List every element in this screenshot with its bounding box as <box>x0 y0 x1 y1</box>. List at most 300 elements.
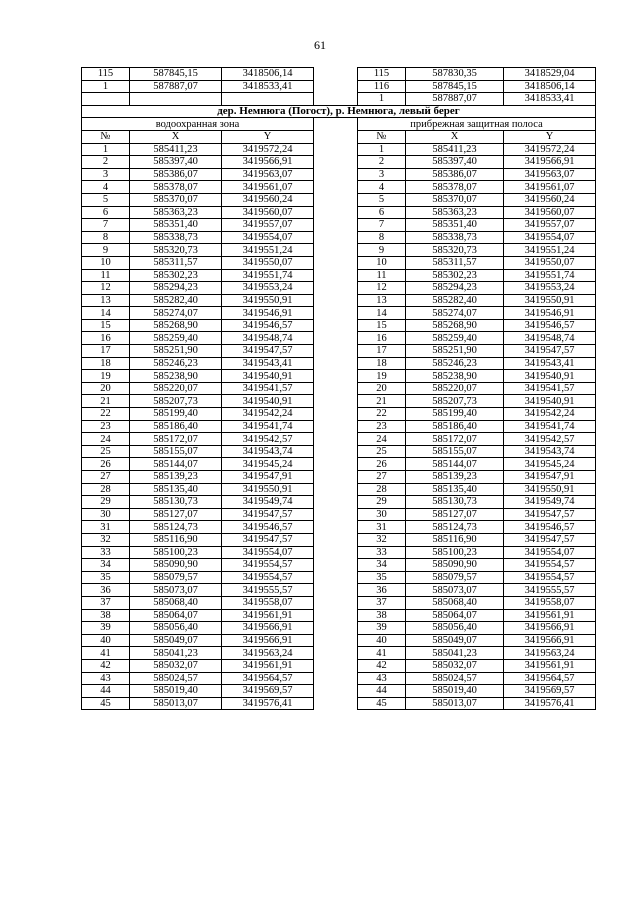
point-number-cell <box>82 93 130 106</box>
point-number-cell: 32 <box>358 533 406 546</box>
table-row <box>82 533 596 546</box>
point-number-cell: 21 <box>82 395 130 408</box>
point-number-cell: 24 <box>82 433 130 446</box>
x-header: X <box>406 130 504 143</box>
point-number-cell: 32 <box>82 533 130 546</box>
y-coordinate-cell: 3419541,57 <box>222 382 314 395</box>
column-gap <box>314 685 358 698</box>
table-row <box>82 382 596 395</box>
point-number-cell: 115 <box>82 68 130 81</box>
column-gap <box>314 206 358 219</box>
x-coordinate-cell: 585207,73 <box>130 395 222 408</box>
point-number-cell: 20 <box>358 382 406 395</box>
x-coordinate-cell: 585311,57 <box>406 256 504 269</box>
y-coordinate-cell: 3419566,91 <box>504 622 596 635</box>
table-row <box>82 521 596 534</box>
y-coordinate-cell: 3419541,74 <box>222 420 314 433</box>
column-gap <box>314 647 358 660</box>
y-coordinate-cell: 3419554,07 <box>504 231 596 244</box>
column-gap <box>314 596 358 609</box>
y-coordinate-cell: 3419553,24 <box>504 282 596 295</box>
table-row <box>82 697 596 710</box>
column-gap <box>314 458 358 471</box>
x-coordinate-cell: 585282,40 <box>406 294 504 307</box>
y-coordinate-cell: 3419542,24 <box>222 408 314 421</box>
x-coordinate-cell: 585090,90 <box>130 559 222 572</box>
x-coordinate-cell: 587845,15 <box>406 80 504 93</box>
table-row <box>82 395 596 408</box>
table-row <box>82 168 596 181</box>
column-gap <box>314 332 358 345</box>
column-gap <box>314 533 358 546</box>
y-coordinate-cell: 3419546,57 <box>222 319 314 332</box>
column-gap <box>314 571 358 584</box>
y-coordinate-cell: 3419543,41 <box>222 357 314 370</box>
x-coordinate-cell: 585135,40 <box>130 483 222 496</box>
point-number-cell: 15 <box>82 319 130 332</box>
point-number-cell: 11 <box>358 269 406 282</box>
table-row <box>82 685 596 698</box>
y-coordinate-cell: 3419569,57 <box>222 685 314 698</box>
coordinates-table <box>81 67 596 710</box>
y-coordinate-cell: 3419548,74 <box>504 332 596 345</box>
x-coordinate-cell: 585397,40 <box>406 156 504 169</box>
y-coordinate-cell: 3419550,07 <box>504 256 596 269</box>
y-coordinate-cell: 3419543,41 <box>504 357 596 370</box>
column-gap <box>314 471 358 484</box>
y-coordinate-cell: 3419545,24 <box>504 458 596 471</box>
point-number-cell: 2 <box>358 156 406 169</box>
x-coordinate-cell: 585144,07 <box>130 458 222 471</box>
y-coordinate-cell: 3418506,14 <box>222 68 314 81</box>
column-gap <box>314 408 358 421</box>
x-coordinate-cell: 585049,07 <box>406 634 504 647</box>
x-coordinate-cell: 585411,23 <box>130 143 222 156</box>
x-coordinate-cell: 585363,23 <box>406 206 504 219</box>
column-gap <box>314 269 358 282</box>
y-coordinate-cell: 3419540,91 <box>504 370 596 383</box>
x-coordinate-cell: 585032,07 <box>130 659 222 672</box>
column-gap <box>314 697 358 710</box>
y-coordinate-cell: 3419546,57 <box>504 521 596 534</box>
point-number-cell: 33 <box>82 546 130 559</box>
y-coordinate-cell: 3419564,57 <box>222 672 314 685</box>
y-coordinate-cell: 3419550,07 <box>222 256 314 269</box>
column-gap <box>314 433 358 446</box>
point-number-cell: 27 <box>82 471 130 484</box>
y-coordinate-cell: 3419554,57 <box>504 559 596 572</box>
point-number-cell: 16 <box>82 332 130 345</box>
column-gap <box>314 156 358 169</box>
x-coordinate-cell: 585127,07 <box>406 508 504 521</box>
x-coordinate-cell: 585172,07 <box>130 433 222 446</box>
point-number-cell: 1 <box>358 143 406 156</box>
y-coordinate-cell: 3419557,07 <box>222 219 314 232</box>
x-coordinate-cell: 585238,90 <box>130 370 222 383</box>
table-row <box>82 445 596 458</box>
column-gap <box>314 672 358 685</box>
y-coordinate-cell: 3419563,07 <box>504 168 596 181</box>
section-title-row <box>82 105 596 118</box>
point-number-cell: 44 <box>358 685 406 698</box>
column-gap <box>314 68 358 81</box>
column-gap <box>314 382 358 395</box>
y-coordinate-cell: 3419561,07 <box>222 181 314 194</box>
y-coordinate-cell: 3419542,24 <box>504 408 596 421</box>
point-number-cell: 12 <box>82 282 130 295</box>
x-coordinate-cell: 585302,23 <box>406 269 504 282</box>
point-number-cell: 12 <box>358 282 406 295</box>
y-coordinate-cell: 3419572,24 <box>222 143 314 156</box>
x-coordinate-cell: 587887,07 <box>406 93 504 106</box>
point-number-cell: 1 <box>82 80 130 93</box>
table-row <box>82 672 596 685</box>
point-number-cell: 27 <box>358 471 406 484</box>
point-number-cell: 5 <box>82 193 130 206</box>
x-coordinate-cell: 585090,90 <box>406 559 504 572</box>
point-number-cell: 25 <box>82 445 130 458</box>
table-row <box>82 596 596 609</box>
x-coordinate-cell: 585246,23 <box>406 357 504 370</box>
column-gap <box>314 634 358 647</box>
point-number-cell: 8 <box>82 231 130 244</box>
point-number-cell: 1 <box>82 143 130 156</box>
y-coordinate-cell: 3419543,74 <box>222 445 314 458</box>
table-row <box>82 357 596 370</box>
y-coordinate-cell: 3419555,57 <box>222 584 314 597</box>
point-number-cell: 13 <box>358 294 406 307</box>
column-gap <box>314 445 358 458</box>
x-coordinate-cell: 585116,90 <box>130 533 222 546</box>
x-coordinate-cell: 585363,23 <box>130 206 222 219</box>
point-number-cell: 14 <box>82 307 130 320</box>
y-coordinate-cell: 3419554,07 <box>504 546 596 559</box>
y-coordinate-cell: 3419550,91 <box>504 294 596 307</box>
column-gap <box>314 130 358 143</box>
column-gap <box>314 584 358 597</box>
x-coordinate-cell: 585268,90 <box>406 319 504 332</box>
x-coordinate-cell: 585100,23 <box>130 546 222 559</box>
y-coordinate-cell: 3419542,57 <box>504 433 596 446</box>
y-coordinate-cell: 3419561,07 <box>504 181 596 194</box>
x-coordinate-cell: 587830,35 <box>406 68 504 81</box>
point-number-cell: 30 <box>358 508 406 521</box>
point-number-cell: 18 <box>82 357 130 370</box>
continuation-row <box>82 68 596 81</box>
y-coordinate-cell: 3419549,74 <box>504 496 596 509</box>
table-row <box>82 659 596 672</box>
column-gap <box>314 370 358 383</box>
coordinates-table-body <box>82 68 596 710</box>
y-coordinate-cell: 3419566,91 <box>504 156 596 169</box>
y-coordinate-cell: 3419561,91 <box>504 659 596 672</box>
table-row <box>82 458 596 471</box>
point-number-cell: 18 <box>358 357 406 370</box>
column-gap <box>314 181 358 194</box>
column-gap <box>314 521 358 534</box>
point-number-cell: 43 <box>358 672 406 685</box>
x-coordinate-cell: 585079,57 <box>130 571 222 584</box>
point-number-cell: 4 <box>358 181 406 194</box>
y-coordinate-cell: 3419540,91 <box>222 370 314 383</box>
x-coordinate-cell: 585386,07 <box>406 168 504 181</box>
table-row <box>82 609 596 622</box>
x-coordinate-cell: 585397,40 <box>130 156 222 169</box>
point-number-cell: 38 <box>82 609 130 622</box>
point-number-cell: 21 <box>358 395 406 408</box>
point-number-cell: 29 <box>82 496 130 509</box>
x-coordinate-cell: 585041,23 <box>130 647 222 660</box>
y-coordinate-cell: 3419547,57 <box>222 508 314 521</box>
y-coordinate-cell: 3419546,57 <box>222 521 314 534</box>
x-coordinate-cell: 585019,40 <box>130 685 222 698</box>
table-row <box>82 193 596 206</box>
point-number-cell: 39 <box>82 622 130 635</box>
table-row <box>82 471 596 484</box>
column-gap <box>314 609 358 622</box>
table-row <box>82 244 596 257</box>
y-coordinate-cell: 3419547,57 <box>504 508 596 521</box>
point-number-cell: 25 <box>358 445 406 458</box>
x-coordinate-cell: 585259,40 <box>130 332 222 345</box>
point-number-cell: 35 <box>82 571 130 584</box>
x-coordinate-cell: 585155,07 <box>406 445 504 458</box>
y-coordinate-cell: 3419553,24 <box>222 282 314 295</box>
column-gap <box>314 193 358 206</box>
y-coordinate-cell: 3419543,74 <box>504 445 596 458</box>
point-number-cell: 22 <box>358 408 406 421</box>
point-number-cell: 115 <box>358 68 406 81</box>
x-coordinate-cell: 585302,23 <box>130 269 222 282</box>
x-coordinate-cell: 585238,90 <box>406 370 504 383</box>
point-number-cell: 38 <box>358 609 406 622</box>
y-coordinate-cell: 3419566,91 <box>504 634 596 647</box>
table-row <box>82 181 596 194</box>
table-row <box>82 647 596 660</box>
point-number-cell: 4 <box>82 181 130 194</box>
x-coordinate-cell: 585351,40 <box>406 219 504 232</box>
point-number-cell: 9 <box>358 244 406 257</box>
x-coordinate-cell: 585124,73 <box>406 521 504 534</box>
x-coordinate-cell: 585199,40 <box>406 408 504 421</box>
x-coordinate-cell: 585068,40 <box>130 596 222 609</box>
point-number-cell: 36 <box>358 584 406 597</box>
point-number-cell: 22 <box>82 408 130 421</box>
y-coordinate-cell: 3419555,57 <box>504 584 596 597</box>
y-coordinate-cell: 3419554,07 <box>222 231 314 244</box>
y-coordinate-cell: 3419554,57 <box>504 571 596 584</box>
x-coordinate-cell: 585130,73 <box>130 496 222 509</box>
column-gap <box>314 231 358 244</box>
table-row <box>82 256 596 269</box>
column-gap <box>314 256 358 269</box>
x-coordinate-cell: 585282,40 <box>130 294 222 307</box>
x-coordinate-cell: 585073,07 <box>130 584 222 597</box>
y-coordinate-cell: 3418533,41 <box>222 80 314 93</box>
x-coordinate-cell: 587887,07 <box>130 80 222 93</box>
x-coordinate-cell: 585064,07 <box>406 609 504 622</box>
point-number-cell: 36 <box>82 584 130 597</box>
point-number-cell: 24 <box>358 433 406 446</box>
x-coordinate-cell: 585100,23 <box>406 546 504 559</box>
x-coordinate-cell: 585338,73 <box>130 231 222 244</box>
x-coordinate-cell: 585294,23 <box>130 282 222 295</box>
x-coordinate-cell: 585135,40 <box>406 483 504 496</box>
y-coordinate-cell: 3419569,57 <box>504 685 596 698</box>
table-row <box>82 231 596 244</box>
table-row <box>82 634 596 647</box>
y-coordinate-cell: 3419560,07 <box>222 206 314 219</box>
y-coordinate-cell: 3419549,74 <box>222 496 314 509</box>
y-coordinate-cell: 3419547,57 <box>222 533 314 546</box>
number-header: № <box>82 130 130 143</box>
point-number-cell: 23 <box>358 420 406 433</box>
table-row <box>82 370 596 383</box>
point-number-cell: 33 <box>358 546 406 559</box>
x-coordinate-cell: 585294,23 <box>406 282 504 295</box>
column-gap <box>314 496 358 509</box>
y-coordinate-cell: 3419566,91 <box>222 622 314 635</box>
y-coordinate-cell: 3419540,91 <box>222 395 314 408</box>
point-number-cell: 1 <box>358 93 406 106</box>
x-coordinate-cell: 585220,07 <box>406 382 504 395</box>
x-coordinate-cell: 585311,57 <box>130 256 222 269</box>
y-coordinate-cell: 3419563,24 <box>504 647 596 660</box>
x-coordinate-cell: 585013,07 <box>406 697 504 710</box>
x-coordinate-cell: 585246,23 <box>130 357 222 370</box>
table-row <box>82 206 596 219</box>
y-coordinate-cell: 3419554,57 <box>222 559 314 572</box>
x-coordinate-cell: 585127,07 <box>130 508 222 521</box>
table-row <box>82 420 596 433</box>
x-coordinate-cell: 585220,07 <box>130 382 222 395</box>
point-number-cell: 34 <box>82 559 130 572</box>
point-number-cell: 2 <box>82 156 130 169</box>
y-coordinate-cell: 3419576,41 <box>504 697 596 710</box>
point-number-cell: 9 <box>82 244 130 257</box>
x-coordinate-cell: 585378,07 <box>130 181 222 194</box>
page-number: 61 <box>314 38 326 52</box>
point-number-cell: 37 <box>82 596 130 609</box>
point-number-cell: 15 <box>358 319 406 332</box>
y-coordinate-cell: 3419560,07 <box>504 206 596 219</box>
x-coordinate-cell: 585068,40 <box>406 596 504 609</box>
point-number-cell: 17 <box>358 345 406 358</box>
table-row <box>82 559 596 572</box>
x-coordinate-cell: 585172,07 <box>406 433 504 446</box>
x-coordinate-cell: 585186,40 <box>406 420 504 433</box>
table-row <box>82 269 596 282</box>
y-coordinate-cell: 3419551,74 <box>222 269 314 282</box>
column-gap <box>314 80 358 93</box>
table-row <box>82 219 596 232</box>
y-coordinate-cell: 3419572,24 <box>504 143 596 156</box>
column-gap <box>314 395 358 408</box>
x-coordinate-cell: 585268,90 <box>130 319 222 332</box>
point-number-cell: 17 <box>82 345 130 358</box>
table-row <box>82 433 596 446</box>
water-protection-zone-title: водоохранная зона <box>82 118 314 131</box>
table-row <box>82 584 596 597</box>
column-gap <box>314 345 358 358</box>
table-row <box>82 408 596 421</box>
x-coordinate-cell: 585024,57 <box>130 672 222 685</box>
y-coordinate-cell: 3419545,24 <box>222 458 314 471</box>
section-title: дер. Немнюга (Погост), р. Немнюга, левый берег <box>82 105 596 118</box>
x-coordinate-cell: 585351,40 <box>130 219 222 232</box>
y-coordinate-cell: 3419563,07 <box>222 168 314 181</box>
y-coordinate-cell: 3418533,41 <box>504 93 596 106</box>
x-coordinate-cell: 585064,07 <box>130 609 222 622</box>
x-coordinate-cell: 585274,07 <box>406 307 504 320</box>
x-coordinate-cell: 585320,73 <box>130 244 222 257</box>
column-gap <box>314 622 358 635</box>
table-row <box>82 546 596 559</box>
column-gap <box>314 282 358 295</box>
x-coordinate-cell: 585144,07 <box>406 458 504 471</box>
column-gap <box>314 93 358 106</box>
column-gap <box>314 319 358 332</box>
continuation-row <box>82 80 596 93</box>
point-number-cell: 40 <box>82 634 130 647</box>
table-row <box>82 143 596 156</box>
y-coordinate-cell: 3419546,57 <box>504 319 596 332</box>
y-coordinate-cell: 3419558,07 <box>504 596 596 609</box>
table-row <box>82 496 596 509</box>
y-coordinate-cell: 3419546,91 <box>504 307 596 320</box>
x-coordinate-cell: 585079,57 <box>406 571 504 584</box>
coastal-protective-strip-title: прибрежная защитная полоса <box>358 118 596 131</box>
y-coordinate-cell: 3419554,07 <box>222 546 314 559</box>
column-gap <box>314 307 358 320</box>
continuation-row <box>82 93 596 106</box>
y-coordinate-cell: 3418506,14 <box>504 80 596 93</box>
y-coordinate-cell: 3419550,91 <box>504 483 596 496</box>
column-headers-row <box>82 130 596 143</box>
column-gap <box>314 357 358 370</box>
y-coordinate-cell: 3419557,07 <box>504 219 596 232</box>
x-coordinate-cell: 585370,07 <box>130 193 222 206</box>
x-coordinate-cell: 585320,73 <box>406 244 504 257</box>
x-coordinate-cell: 585155,07 <box>130 445 222 458</box>
x-coordinate-cell: 585338,73 <box>406 231 504 244</box>
column-gap <box>314 508 358 521</box>
point-number-cell: 5 <box>358 193 406 206</box>
table-row <box>82 282 596 295</box>
point-number-cell: 28 <box>82 483 130 496</box>
x-coordinate-cell: 585019,40 <box>406 685 504 698</box>
point-number-cell: 34 <box>358 559 406 572</box>
point-number-cell: 42 <box>82 659 130 672</box>
point-number-cell: 7 <box>358 219 406 232</box>
y-coordinate-cell: 3418529,04 <box>504 68 596 81</box>
x-coordinate-cell <box>130 93 222 106</box>
y-coordinate-cell: 3419560,24 <box>222 193 314 206</box>
x-header: X <box>130 130 222 143</box>
column-gap <box>314 559 358 572</box>
y-coordinate-cell: 3419566,91 <box>222 156 314 169</box>
y-coordinate-cell: 3419547,57 <box>504 533 596 546</box>
y-coordinate-cell: 3419564,57 <box>504 672 596 685</box>
y-coordinate-cell: 3419550,91 <box>222 483 314 496</box>
point-number-cell: 40 <box>358 634 406 647</box>
y-coordinate-cell: 3419563,24 <box>222 647 314 660</box>
y-coordinate-cell <box>222 93 314 106</box>
x-coordinate-cell: 585370,07 <box>406 193 504 206</box>
y-coordinate-cell: 3419558,07 <box>222 596 314 609</box>
table-row <box>82 483 596 496</box>
column-gap <box>314 420 358 433</box>
